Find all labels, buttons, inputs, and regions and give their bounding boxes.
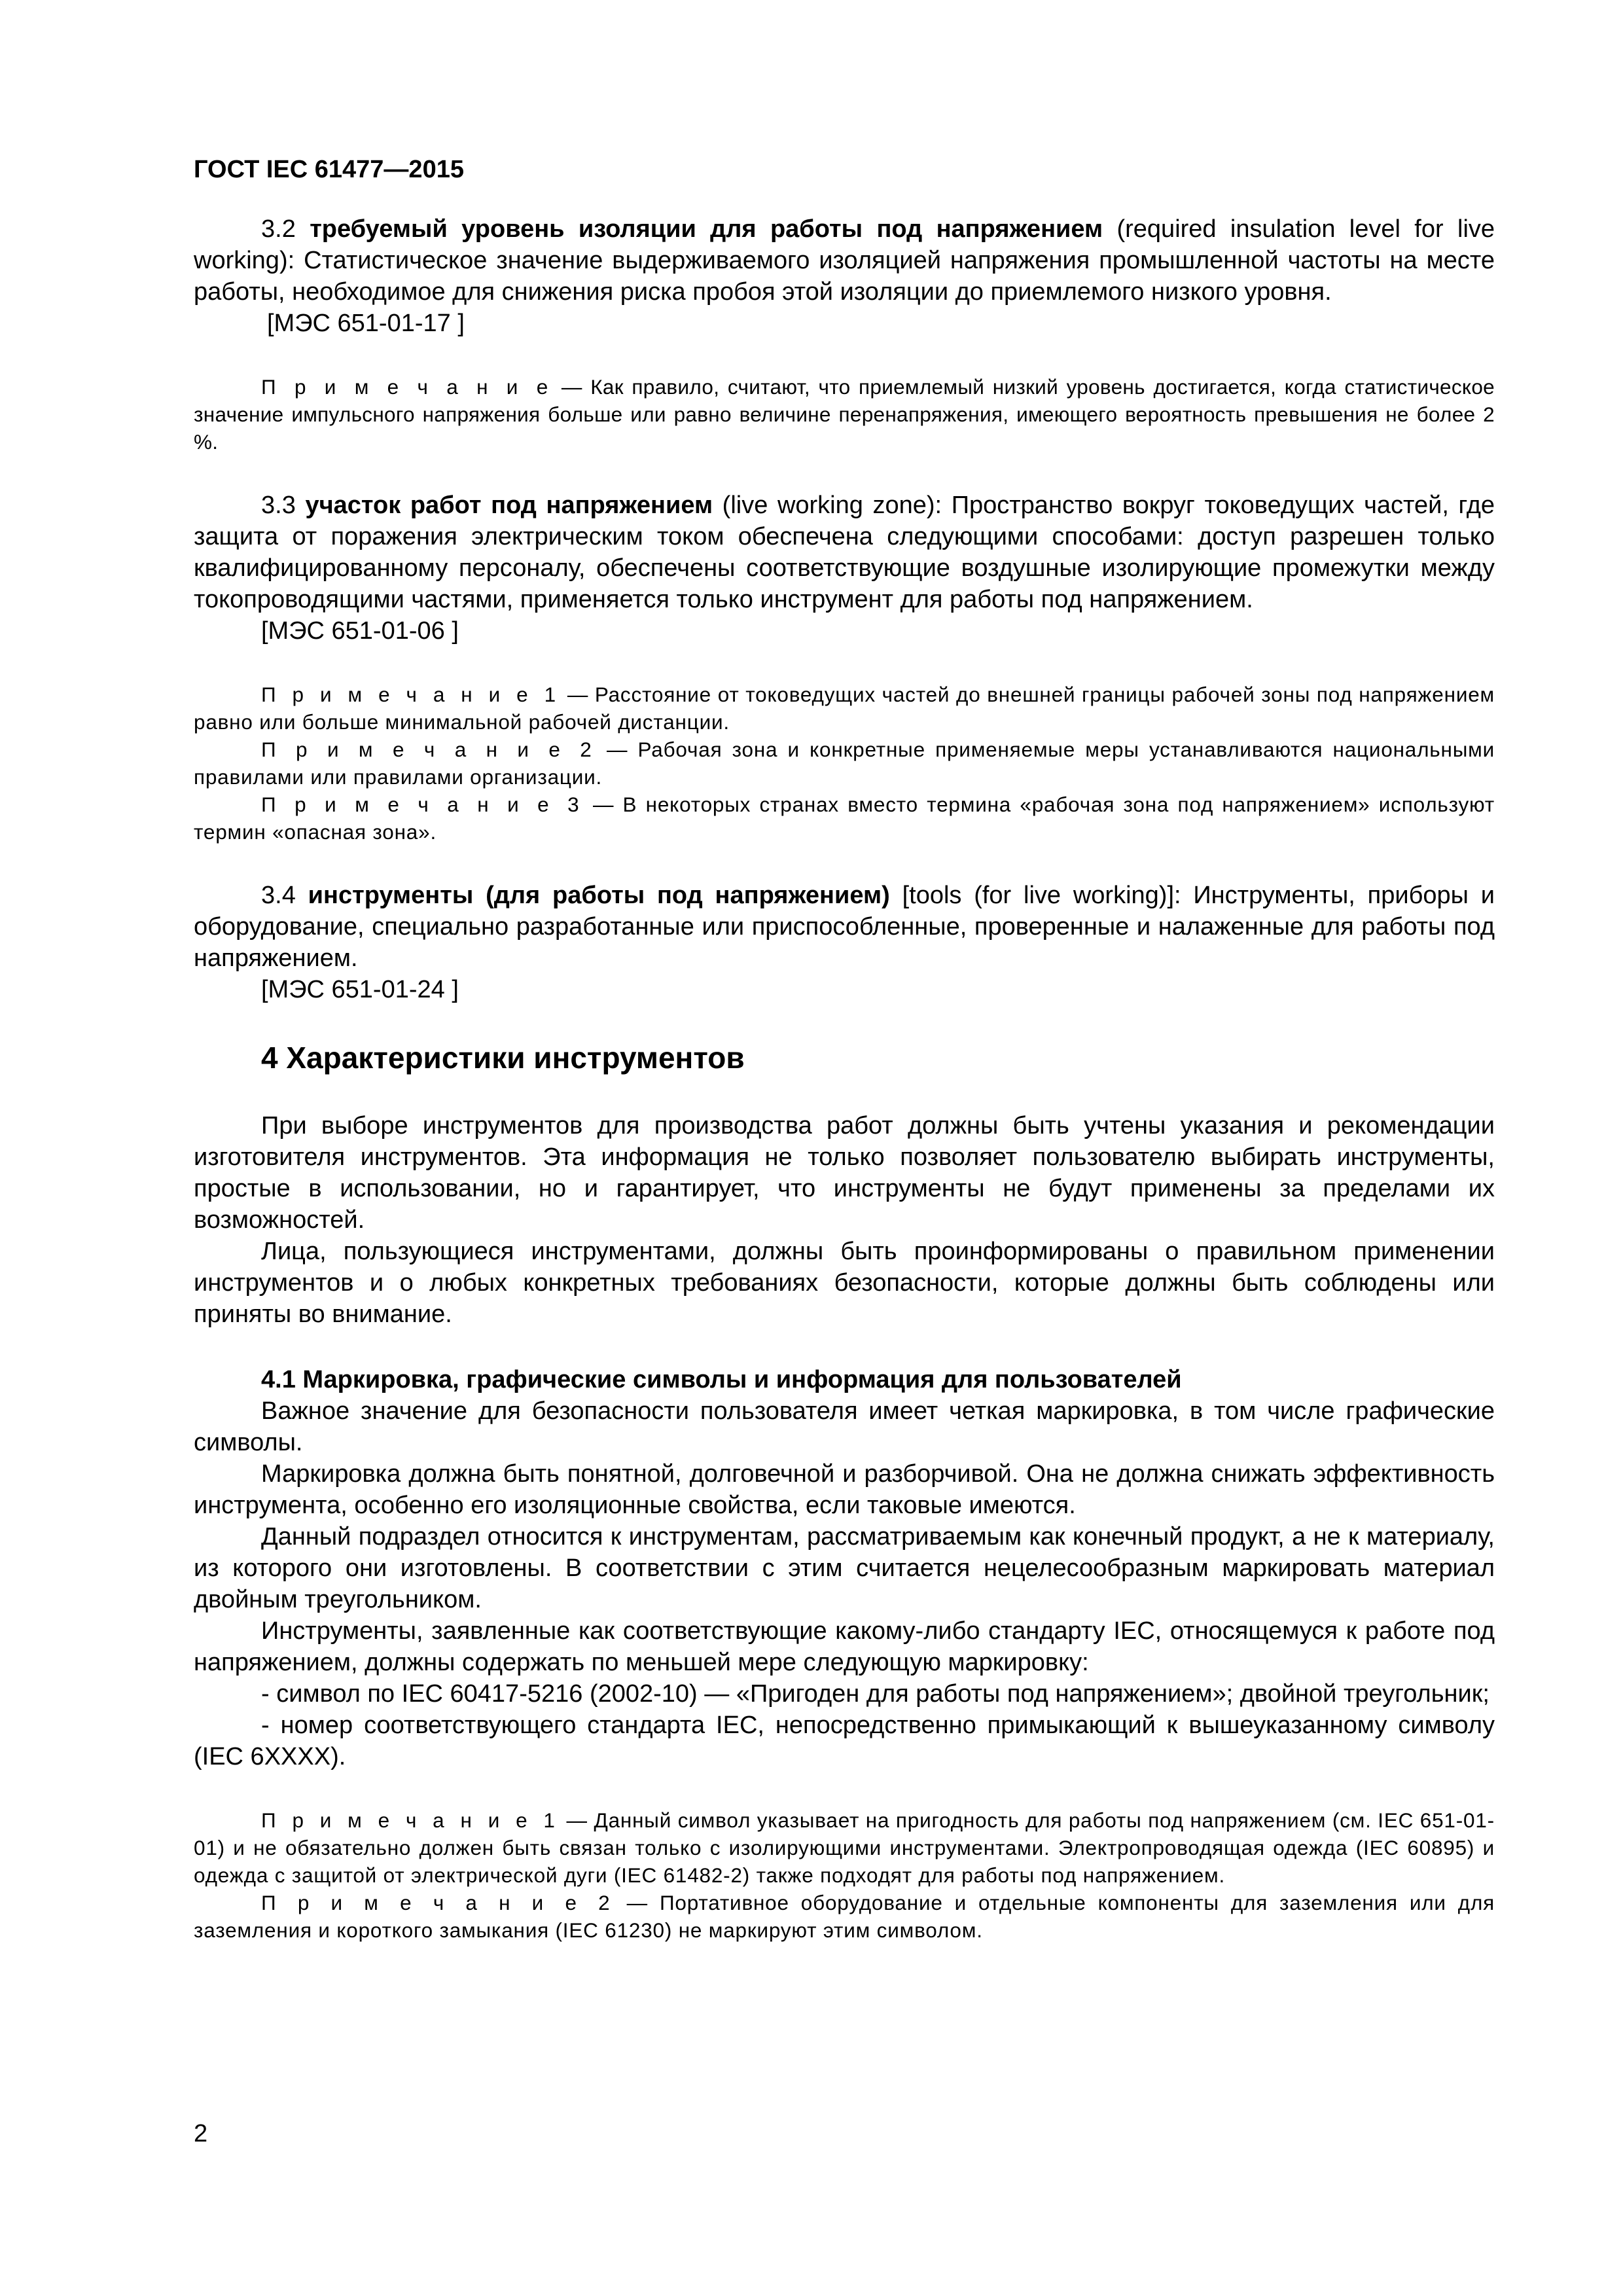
note-label: П р и м е ч а н и е 1 (261, 1808, 560, 1832)
note-text: — Расстояние от токоведущих частей до внешней границы рабочей зоны под напряжением равно или больше минимальной рабочей дистанции. (194, 683, 1495, 734)
note-label: П р и м е ч а н и е (261, 375, 554, 399)
note-text: — В некоторых странах вместо термина «рабочая зона под напряжением» используют термин «опасная зона». (194, 793, 1495, 844)
section-heading-4-1: 4.1 Маркировка, графические символы и информация для пользователей (261, 1366, 1182, 1393)
note-1 (194, 681, 1495, 736)
term: участок работ под напряжением (305, 492, 713, 519)
note-label: П р и м е ч а н и е 2 (261, 1891, 615, 1914)
reference: [МЭС 651-01-24 ] (261, 976, 459, 1003)
clause-number: 3.4 (261, 882, 296, 909)
spacer (194, 1772, 1495, 1806)
paragraph: Важное значение для безопасности пользователя имеет четкая маркировка, в том числе графические символы. (194, 1397, 1495, 1456)
spacer (194, 456, 1495, 490)
definition-text: (live working zone): Пространство вокруг токоведущих частей, где защита от поражения электрическим током обеспечена следующими способами: доступ разрешен только квалифицированному персоналу, обеспечены соответствующие воздушные изолирующие промежутки между токопроводящими частями, применяется только инструмент для работы под напряжением. (194, 492, 1495, 613)
definition-3-4 (194, 880, 1495, 974)
definition-text: (required insulation level for live working): Статистическое значение выдерживаемого изоляцией напряжения промышленной частоты на месте работы, необходимое для снижения риска пробоя этой изоляции до приемлемого низкого уровня. (194, 215, 1495, 306)
spacer (194, 1005, 1495, 1039)
spacer (194, 647, 1495, 681)
note-label: П р и м е ч а н и е 2 (261, 738, 597, 761)
reference: [МЭС 651-01-17 ] (267, 310, 465, 337)
clause-number: 3.3 (261, 492, 296, 519)
definition-3-2 (194, 213, 1495, 308)
note-2 (194, 1889, 1495, 1944)
document-header: ГОСТ IEC 61477—2015 (194, 156, 464, 183)
note (194, 373, 1495, 456)
spacer (194, 846, 1495, 880)
note-label: П р и м е ч а н и е 1 (261, 683, 562, 706)
term: инструменты (для работы под напряжением) (308, 882, 890, 909)
document-body (194, 213, 1495, 1944)
note-1 (194, 1806, 1495, 1889)
term: требуемый уровень изоляции для работы под напряжением (310, 215, 1103, 243)
paragraph: Инструменты, заявленные как соответствующие какому-либо стандарту IEC, относящемуся к работе под напряжением, должны содержать по меньшей мере следующую маркировку: (194, 1617, 1495, 1676)
paragraph: Лица, пользующиеся инструментами, должны быть проинформированы о правильном применении инструментов и о любых конкретных требованиях безопасности, которые должны быть соблюдены или приняты во внимание. (194, 1238, 1495, 1328)
note-text: — Данный символ указывает на пригодность для работы под напряжением (см. IEC 651-01-01) и не обязательно должен быть связан только с изолирующими инструментами. Электропроводящая одежда (IEC 60895) и одежда с защитой от электрической дуги (IEC 61482-2) также подходят для работы под напряжением. (194, 1808, 1495, 1887)
paragraph: При выборе инструментов для производства работ должны быть учтены указания и рекомендации изготовителя инструментов. Эта информация не только позволяет пользователю выбирать инструменты, простые в использовании, но и гарантирует, что инструменты не будут применены за пределами их возможностей. (194, 1112, 1495, 1234)
definition-3-3 (194, 490, 1495, 615)
note-text: — Рабочая зона и конкретные применяемые меры устанавливаются национальными правилами или правилами организации. (194, 738, 1495, 789)
clause-number: 3.2 (261, 215, 296, 243)
paragraph: Данный подраздел относится к инструментам, рассматриваемым как конечный продукт, а не к материалу, из которого они изготовлены. В соответствии с этим считается нецелесообразным маркировать материал двойным треугольником. (194, 1523, 1495, 1613)
note-label: П р и м е ч а н и е 3 (261, 793, 584, 816)
section-heading-4: 4 Характеристики инструментов (261, 1041, 745, 1075)
page-number: 2 (194, 2120, 208, 2147)
spacer (194, 339, 1495, 373)
list-item: - номер соответствующего стандарта IEC, непосредственно примыкающий к вышеуказанному символу (IEC 6XXXX). (194, 1712, 1495, 1770)
list-item: - символ по IEC 60417-5216 (2002-10) — «Пригоден для работы под напряжением»; двойной треугольник; (261, 1680, 1489, 1708)
note-text: — Портативное оборудование и отдельные компоненты для заземления или для заземления и короткого замыкания (IEC 61230) не маркируют этим символом. (194, 1891, 1495, 1942)
spacer (194, 1076, 1495, 1110)
note-text: — Как правило, считают, что приемлемый низкий уровень достигается, когда статистическое значение импульсного напряжения больше или равно величине перенапряжения, имеющего вероятность превышения не более 2 %. (194, 375, 1495, 454)
paragraph: Маркировка должна быть понятной, долговечной и разборчивой. Она не должна снижать эффективность инструмента, особенно его изоляционные свойства, если таковые имеются. (194, 1460, 1495, 1519)
definition-text: [tools (for live working)]: Инструменты, приборы и оборудование, специально разработанные или приспособленные, проверенные и налаженные для работы под напряжением. (194, 882, 1495, 972)
note-2 (194, 736, 1495, 791)
reference: [МЭС 651-01-06 ] (261, 617, 459, 645)
spacer (194, 1330, 1495, 1364)
note-3 (194, 791, 1495, 846)
